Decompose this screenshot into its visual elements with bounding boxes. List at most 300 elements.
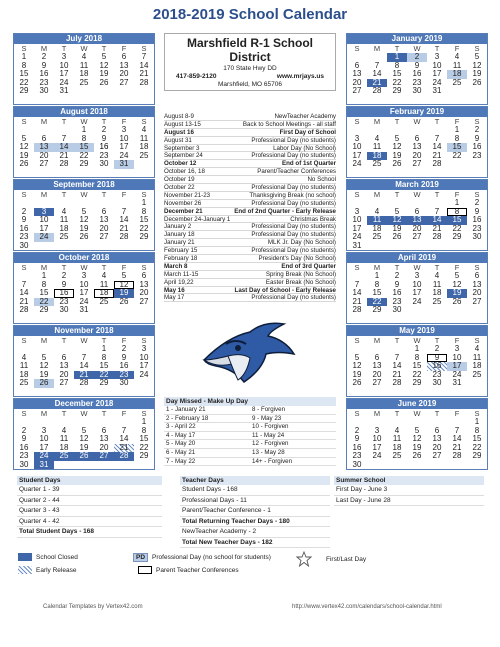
day-cell: 18 [392, 442, 402, 452]
day-cell [94, 461, 114, 470]
day-cell: 24 [412, 296, 422, 306]
day-cell: 21 [352, 296, 362, 306]
day-cell: 5 [21, 133, 27, 143]
day-cell: 16 [54, 289, 74, 298]
district-website[interactable]: www.mrjays.us [276, 73, 324, 80]
day-cell: 14 [54, 143, 74, 152]
day-cell: 2 [354, 425, 360, 435]
day-cell: 29 [412, 378, 422, 387]
day-cell: 28 [372, 86, 382, 95]
weekday-label: S [474, 263, 480, 272]
total-new-teacher-days: Total New Teacher Days - 182 [180, 538, 330, 549]
left-months [13, 33, 155, 471]
weekday-label: W [413, 336, 421, 345]
closed-swatch [18, 553, 32, 561]
weekday-label: W [413, 409, 421, 418]
day-cell: 15 [74, 143, 94, 152]
event-description: Professional Day (no students) [251, 184, 336, 192]
day-cell: 31 [34, 461, 54, 470]
weekday-label: T [61, 190, 67, 199]
weekday-label: W [80, 190, 88, 199]
day-cell [54, 461, 74, 470]
day-cell: 11 [452, 60, 462, 70]
day-cell [74, 242, 94, 251]
day-cell: 12 [99, 60, 109, 70]
month-april-2019 [346, 252, 488, 324]
day-cell: 26 [119, 296, 129, 306]
day-cell: 19 [392, 150, 402, 160]
event-description: End of 3rd Quarter [281, 262, 336, 270]
weekday-label: T [101, 263, 107, 272]
day-cell: 29 [139, 451, 149, 460]
day-cell: 15 [472, 434, 482, 443]
day-cell: 19 [472, 69, 482, 78]
month-july-2018 [13, 33, 155, 105]
weekday-label: M [373, 190, 381, 199]
makeup-day: 11 - May 24 [252, 431, 285, 439]
day-cell: 24 [139, 369, 149, 379]
day-cell: 5 [454, 271, 460, 280]
district-phone: 417-859-2120 [176, 73, 217, 80]
weekday-label: S [141, 263, 147, 272]
event-description: Professional Day (no students) [251, 136, 336, 144]
day-cell: 26 [79, 232, 89, 241]
day-cell: 15 [139, 215, 149, 224]
day-cell: 14 [119, 434, 129, 443]
weekday-label: S [354, 409, 360, 418]
month-grid [14, 263, 154, 315]
day-cell [134, 87, 154, 96]
day-cell: 20 [412, 150, 422, 160]
event-date: November 21-23 [164, 191, 211, 199]
event-date: October 19 [164, 176, 195, 184]
day-cell: 19 [447, 289, 467, 298]
day-cell: 27 [59, 378, 69, 387]
day-cell [467, 461, 487, 470]
day-cell: 2 [474, 198, 480, 207]
day-cell: 15 [372, 288, 382, 297]
day-cell: 23 [19, 232, 29, 241]
month-grid [347, 117, 487, 169]
day-cell: 2 [41, 52, 47, 61]
day-cell: 27 [372, 378, 382, 387]
day-cell: 9 [354, 434, 360, 443]
weekday-label: F [121, 263, 127, 272]
student-days-panel [17, 476, 162, 538]
day-cell: 16 [119, 361, 129, 370]
day-cell: 12 [452, 279, 462, 289]
weekday-label: T [434, 117, 440, 126]
day-cell: 11 [99, 279, 109, 289]
weekday-label: S [21, 263, 27, 272]
month-grid [347, 409, 487, 469]
weekday-label: S [141, 117, 147, 126]
day-cell: 6 [434, 425, 440, 435]
weekday-label: T [434, 190, 440, 199]
weekday-label: W [413, 117, 421, 126]
day-cell: 11 [59, 215, 69, 224]
day-cell: 4 [101, 271, 107, 280]
day-cell [387, 461, 407, 470]
day-cell: 4 [81, 52, 87, 61]
day-cell: 30 [39, 86, 49, 95]
weekday-label: T [61, 336, 67, 345]
event-date: January 18 [164, 231, 195, 239]
day-cell: 24 [59, 77, 69, 87]
day-cell: 5 [474, 52, 480, 61]
makeup-row [164, 440, 336, 449]
day-cell: 5 [41, 352, 47, 362]
day-cell: 7 [141, 52, 147, 61]
day-cell: 25 [139, 150, 149, 160]
event-row [164, 121, 336, 129]
day-cell: 19 [19, 150, 29, 160]
event-row [164, 216, 336, 224]
weekday-label: S [474, 336, 480, 345]
day-cell: 3 [354, 133, 360, 143]
weekday-label: S [354, 336, 360, 345]
day-cell: 24 [352, 232, 362, 241]
weekday-label: T [394, 336, 400, 345]
day-cell: 31 [452, 378, 462, 387]
event-description: President's Day (No School) [258, 255, 336, 263]
day-cell: 7 [394, 352, 400, 362]
makeup-day: 14+ - Forgiven [252, 457, 293, 465]
day-cell: 1 [41, 271, 47, 280]
quarter-days-row: Quarter 4 - 42 [17, 517, 162, 528]
day-cell: 27 [352, 86, 362, 95]
day-cell: 10 [119, 133, 129, 143]
event-description: Thanksgiving Break (no school) [249, 191, 336, 199]
day-cell: 8 [41, 279, 47, 289]
day-cell: 13 [432, 434, 442, 443]
month-header: January 2019 [347, 34, 487, 44]
teacher-days-header: Teacher Days [180, 476, 330, 485]
day-cell: 20 [99, 442, 109, 452]
weekday-label: M [373, 336, 381, 345]
day-cell: 19 [39, 369, 49, 379]
makeup-row [164, 458, 336, 467]
weekday-label: M [40, 263, 48, 272]
day-cell: 22 [94, 371, 114, 380]
day-cell: 8 [394, 60, 400, 70]
day-cell: 19 [99, 69, 109, 78]
day-cell: 18 [79, 69, 89, 78]
day-cell: 26 [392, 232, 402, 241]
day-cell: 27 [99, 232, 109, 241]
day-cell: 13 [119, 60, 129, 70]
weekday-label: M [40, 190, 48, 199]
day-cell: 23 [472, 150, 482, 160]
weekday-label: T [434, 336, 440, 345]
weekday-label: W [80, 263, 88, 272]
weekday-label: T [61, 409, 67, 418]
day-cell: 14 [372, 69, 382, 78]
weekday-label: T [434, 409, 440, 418]
month-header: April 2019 [347, 253, 487, 263]
day-cell: 11 [79, 60, 89, 70]
day-cell: 6 [41, 133, 47, 143]
day-cell: 29 [79, 159, 89, 168]
day-cell: 26 [99, 77, 109, 87]
day-cell: 13 [99, 434, 109, 443]
day-cell: 22 [139, 223, 149, 233]
day-cell: 12 [79, 215, 89, 224]
event-description: No School [307, 176, 336, 184]
day-cell [467, 160, 487, 169]
event-row [164, 231, 336, 239]
day-cell: 8 [454, 133, 460, 143]
day-cell: 25 [452, 77, 462, 87]
day-cell: 2 [407, 53, 427, 62]
day-cell: 26 [472, 77, 482, 87]
day-cell: 5 [121, 271, 127, 280]
legend-closed: School Closed [36, 553, 78, 561]
weekday-label: T [394, 263, 400, 272]
makeup-row [164, 423, 336, 432]
day-cell: 30 [99, 159, 109, 168]
event-description: Spring Break (No School) [265, 270, 336, 278]
day-cell: 7 [61, 133, 67, 143]
day-cell: 2 [474, 125, 480, 134]
footer-credit[interactable]: Calendar Templates by Vertex42.com [43, 604, 143, 610]
weekday-label: S [354, 190, 360, 199]
day-cell: 25 [392, 451, 402, 460]
day-cell: 22 [392, 77, 402, 87]
day-cell: 26 [34, 379, 54, 388]
day-cell: 30 [392, 305, 402, 314]
day-cell: 15 [139, 434, 149, 443]
day-cell: 6 [101, 206, 107, 216]
day-cell: 1 [454, 125, 460, 134]
day-cell: 11 [59, 434, 69, 443]
day-cell: 2 [61, 271, 67, 280]
footer-url[interactable]: http://www.vertex42.com/calendars/school-calendar.html [292, 604, 442, 610]
day-cell: 3 [374, 425, 380, 435]
day-cell: 7 [454, 425, 460, 435]
event-description: Christmas Break [290, 215, 336, 223]
day-cell: 25 [432, 296, 442, 306]
month-header: February 2019 [347, 107, 487, 117]
day-cell [74, 87, 94, 96]
day-cell [114, 461, 134, 470]
day-cell: 17 [119, 142, 129, 151]
star-icon [296, 551, 312, 567]
day-cell: 18 [59, 442, 69, 452]
day-cell: 18 [139, 142, 149, 151]
day-cell: 31 [432, 86, 442, 95]
day-cell: 14 [452, 434, 462, 443]
day-cell: 13 [412, 142, 422, 151]
day-cell: 18 [59, 223, 69, 233]
legend-pd: Professional Day (no school for students) [152, 554, 271, 561]
event-date: March 8 [164, 262, 188, 270]
day-cell: 21 [367, 79, 387, 88]
day-cell: 23 [352, 451, 362, 460]
event-date: December 24-January 1 [164, 215, 231, 223]
event-row [164, 208, 336, 216]
day-cell: 29 [39, 305, 49, 314]
teacher-days-row: Parent/Teacher Conference - 1 [180, 506, 330, 517]
day-cell: 14 [427, 216, 447, 225]
day-cell: 30 [412, 86, 422, 95]
day-cell [447, 160, 467, 169]
day-cell: 5 [81, 206, 87, 216]
legend [18, 553, 488, 579]
weekday-label: S [21, 190, 27, 199]
day-cell: 30 [352, 459, 362, 469]
right-months [346, 33, 488, 471]
day-cell: 25 [19, 378, 29, 387]
event-date: January 2 [164, 223, 192, 231]
weekday-label: M [373, 409, 381, 418]
day-cell: 13 [372, 361, 382, 370]
event-row [164, 152, 336, 160]
day-cell: 12 [387, 216, 407, 225]
day-cell: 6 [121, 52, 127, 61]
makeup-row [164, 415, 336, 424]
event-row [164, 184, 336, 192]
weekday-label: T [101, 190, 107, 199]
day-cell: 9 [21, 215, 27, 224]
event-date: November 26 [164, 199, 202, 207]
weekday-label: W [413, 263, 421, 272]
day-cell: 27 [432, 451, 442, 460]
day-cell: 9 [21, 434, 27, 443]
day-cell: 7 [434, 206, 440, 216]
day-cell: 1 [81, 125, 87, 134]
day-cell: 3 [434, 52, 440, 61]
day-cell: 17 [412, 288, 422, 297]
weekday-label: M [373, 263, 381, 272]
day-cell: 18 [372, 223, 382, 233]
day-cell: 2 [21, 425, 27, 435]
event-description: NewTeacher Academy [274, 113, 336, 120]
day-cell: 23 [412, 77, 422, 87]
weekday-label: S [354, 263, 360, 272]
day-cell: 22 [412, 369, 422, 379]
day-cell: 14 [79, 361, 89, 370]
day-cell: 17 [372, 442, 382, 452]
day-cell: 30 [59, 305, 69, 314]
day-cell: 13 [472, 279, 482, 289]
weekday-label: F [454, 117, 460, 126]
day-missed: 4 - May 17 [166, 431, 196, 439]
day-cell: 10 [412, 279, 422, 289]
event-date: August 31 [164, 136, 192, 144]
makeup-day: 10 - Forgiven [252, 423, 289, 431]
month-header: October 2018 [14, 253, 154, 263]
day-cell: 18 [19, 369, 29, 379]
event-row [164, 200, 336, 208]
weekday-label: W [80, 117, 88, 126]
day-cell: 21 [452, 442, 462, 452]
month-header: July 2018 [14, 34, 154, 44]
day-cell: 8 [141, 206, 147, 216]
ptc-swatch [138, 566, 152, 574]
month-grid [347, 44, 487, 96]
weekday-label: T [61, 44, 67, 53]
day-cell: 22 [367, 298, 387, 307]
day-cell: 16 [19, 223, 29, 233]
event-description: Professional Day (no students) [251, 294, 336, 302]
day-cell: 16 [352, 442, 362, 452]
weekday-label: W [413, 44, 421, 53]
weekday-label: T [61, 117, 67, 126]
day-cell: 5 [354, 352, 360, 362]
day-cell: 3 [141, 344, 147, 353]
weekday-label: T [101, 44, 107, 53]
day-cell: 22 [79, 150, 89, 160]
day-cell: 8 [101, 352, 107, 362]
month-february-2019 [346, 106, 488, 178]
day-cell: 20 [432, 442, 442, 452]
day-cell [134, 242, 154, 251]
bluejay-mascot-logo [198, 320, 298, 388]
day-cell [387, 242, 407, 251]
event-date: August 13-15 [164, 120, 201, 128]
day-cell: 9 [41, 60, 47, 70]
day-cell: 13 [59, 361, 69, 370]
day-cell: 4 [434, 271, 440, 280]
month-october-2018 [13, 252, 155, 324]
day-cell: 21 [432, 150, 442, 160]
weekday-label: W [413, 190, 421, 199]
events-list [164, 113, 336, 302]
weekday-label: S [141, 409, 147, 418]
pd-tag: PD [133, 553, 148, 562]
day-cell: 19 [412, 442, 422, 452]
day-cell [114, 87, 134, 96]
day-cell: 22 [19, 77, 29, 87]
day-cell: 30 [432, 378, 442, 387]
day-cell: 4 [61, 206, 67, 216]
day-cell [74, 461, 94, 470]
weekday-label: S [21, 336, 27, 345]
day-cell [94, 87, 114, 96]
event-row [164, 137, 336, 145]
weekday-label: S [474, 44, 480, 53]
day-cell: 31 [352, 240, 362, 250]
day-cell: 9 [394, 279, 400, 289]
day-cell: 27 [94, 452, 114, 461]
day-cell: 12 [114, 281, 134, 290]
event-date: October 22 [164, 184, 195, 192]
day-cell [447, 242, 467, 251]
day-cell: 23 [99, 150, 109, 160]
day-cell: 23 [59, 296, 69, 306]
day-missed: 6 - May 21 [166, 448, 196, 456]
event-row [164, 129, 336, 137]
day-cell: 21 [19, 296, 29, 306]
day-cell: 28 [79, 378, 89, 387]
day-cell: 4 [474, 344, 480, 353]
weekday-label: M [40, 409, 48, 418]
event-row [164, 294, 336, 302]
weekday-label: S [354, 117, 360, 126]
day-cell: 23 [432, 369, 442, 379]
weekday-label: S [21, 44, 27, 53]
day-cell: 30 [119, 378, 129, 387]
day-cell: 7 [354, 279, 360, 289]
day-cell: 1 [21, 52, 27, 61]
day-cell: 5 [394, 133, 400, 143]
weekday-label: F [454, 409, 460, 418]
weekday-label: F [121, 409, 127, 418]
day-cell: 22 [452, 223, 462, 233]
day-cell: 25 [54, 452, 74, 461]
day-cell: 17 [352, 150, 362, 160]
